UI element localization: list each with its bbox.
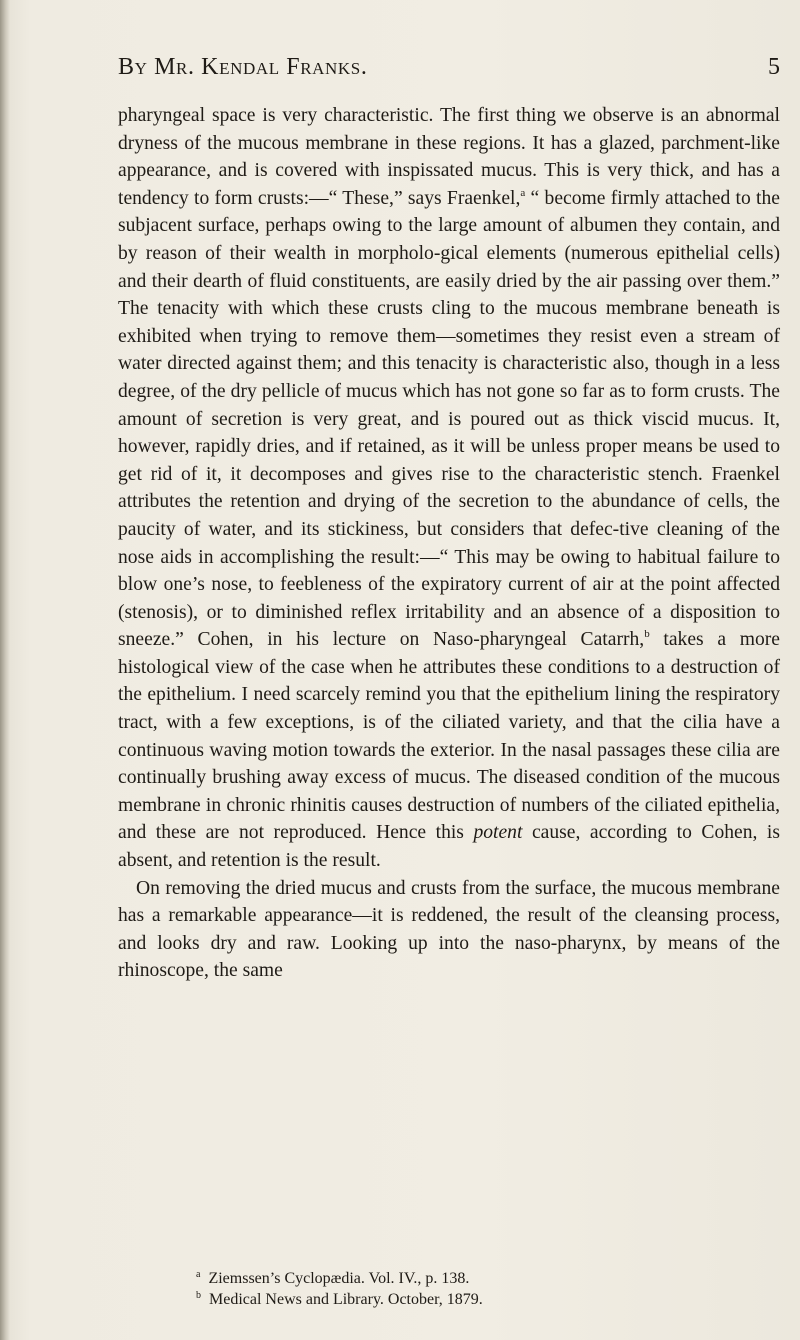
footnote-mark: a [196,1269,201,1280]
paragraph [118,102,780,875]
text-run: takes a more histological view of the case when he attributes these conditions to a destruction of the epithelium. I need scarcely remind you that the epithelium lining the respiratory tract, with a few exceptions, is of the ciliated variety, and that the cilia have a continuous waving motion towards the exterior. In the nasal passages these cilia are continually brushing away excess of mucus. The diseased condition of the mucous membrane in chronic rhinitis causes destruction of numbers of the ciliated epithelia, and these are not reproduced. Hence this [118,629,780,844]
footnote-ref: b [644,628,650,641]
italic-text: potent [473,822,523,844]
footnotes [196,1268,776,1310]
footnote-mark: b [196,1290,201,1301]
text-run: “ become firmly attached to the subjacent surface, perhaps owing to the large amount of albumen they contain, and by reason of their wealth in morpholo-gical elements (numerous epithelial cells) and their dearth of fluid constituents, are easily dried by the air passing over them.” The tenacity with which these crusts cling to the mucous membrane beneath is exhibited when trying to remove them—sometimes they resist even a stream of water directed against them; and this tenacity is characteristic also, though in a less degree, of the dry pellicle of mucus which has not gone so far as to form crusts. The amount of secretion is very great, and is poured out as thick viscid mucus. It, however, rapidly dries, and if retained, as it will be unless proper means be used to get rid of it, it decomposes and gives rise to the characteristic stench. Fraenkel attributes the retention and drying of the secretion to the abundance of cells, the paucity of water, and its stickiness, but considers that defec-tive cleaning of the nose aids in accomplishing the result:—“ This may be owing to habitual failure to blow one’s nose, to feebleness of the expiratory current of air at the point affected (stenosis), or to diminished reflex irritability and an absence of a disposition to sneeze.” Cohen, in his lecture on Naso-pharyngeal Catarrh, [118,187,780,651]
footnote [196,1289,776,1310]
footnote-text: Ziemssen’s Cyclopædia. Vol. IV., p. 138. [208,1270,470,1287]
footnote-text: Medical News and Library. October, 1879. [209,1291,483,1308]
page-spine-shadow [0,0,10,1340]
page-header [118,54,780,84]
footnote-ref: a [520,186,526,199]
body-text [118,102,780,985]
text-run: pharyngeal space is very characteristic. The first thing we observe is an abnormal dryness of the mucous membrane in these regions. It has a glazed, parchment-like appearance, and is covered with inspissated mucus. This is very thick, and has a tendency to form crusts:—“ These,” says Fraenkel, [118,105,780,209]
paragraph [118,875,780,985]
running-head: By Mr. Kendal Franks. [118,54,368,80]
page-number: 5 [768,54,780,80]
text-run: cause, according to Cohen, is absent, and retention is the result. [118,822,781,872]
text-run: On removing the dried mucus and crusts from the surface, the mucous membrane has a remarkable appearance—it is reddened, the result of the cleansing process, and looks dry and raw. Looking up into the naso-pharynx, by means of the rhinoscope, the same [118,877,780,982]
footnote [196,1268,776,1289]
